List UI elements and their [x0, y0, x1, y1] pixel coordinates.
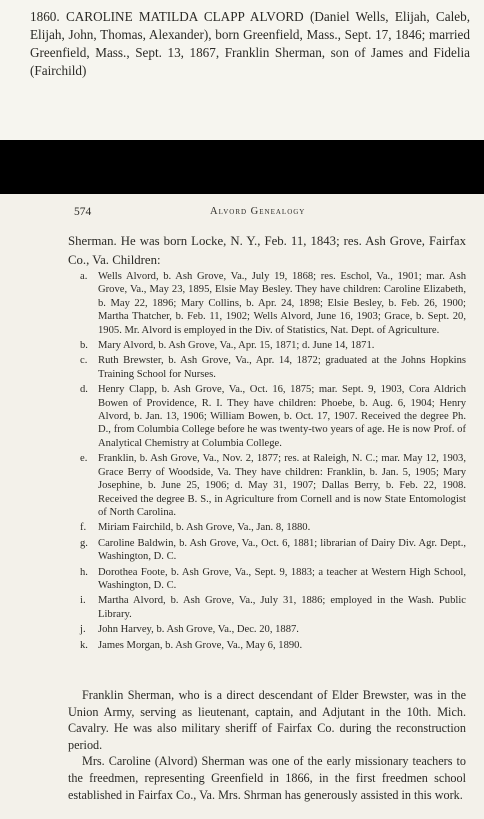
- child-letter: b.: [80, 340, 88, 352]
- child-text: Franklin, b. Ash Grove, Va., Nov. 2, 1877; res. at Raleigh, N. C.; mar. May 12, 1903, Grace Berry of Woodside, Va. They have children: Franklin, b. Jan. 5, 1905; Mary Josephine, b. June 25, 1906; d. May 31, 1907; Dallas Berry, b. Feb. 22, 1908. Received the degree B. S., in Agriculture from Cornell and is now State Entomologist of North Carolina.: [98, 453, 466, 518]
- child-letter: c.: [80, 355, 88, 367]
- entry-continuation: Sherman. He was born Locke, N. Y., Feb. 11, 1843; res. Ash Grove, Fairfax Co., Va. Children:: [68, 234, 466, 267]
- paragraph-caroline-sherman: Mrs. Caroline (Alvord) Sherman was one of the early missionary teachers to the freedmen, representing Greenfield in 1866, in the first freedmen school established in Fairfax Co., Va. Mrs. Shrman has generously assisted in this work.: [68, 754, 466, 802]
- child-text: Ruth Brewster, b. Ash Grove, Va., Apr. 14, 1872; graduated at the Johns Hopkins Training School for Nurses.: [98, 355, 466, 380]
- previous-page-fragment: [0, 0, 484, 140]
- paragraph-franklin-sherman: Franklin Sherman, who is a direct descendant of Elder Brewster, was in the Union Army, serving as lieutenant, captain, and Adjutant in the 10th. Mich. Cavalry. He was also military sheriff of Fairfax Co. during the reconstruction period.: [68, 688, 466, 752]
- child-letter: d.: [80, 384, 88, 396]
- child-letter: k.: [80, 639, 88, 651]
- child-text: Martha Alvord, b. Ash Grove, Va., July 31, 1886; employed in the Wash. Public Library.: [98, 595, 466, 620]
- child-letter: f.: [80, 522, 87, 534]
- child-text: Miriam Fairchild, b. Ash Grove, Va., Jan. 8, 1880.: [98, 522, 311, 534]
- biography-paragraphs: [68, 687, 466, 803]
- child-letter: e.: [80, 453, 88, 465]
- child-letter: a.: [80, 271, 88, 282]
- page-number: 574: [74, 206, 92, 218]
- running-head: Alvord Genealogy: [210, 206, 306, 217]
- child-entry-d: [80, 383, 466, 450]
- child-text: Caroline Baldwin, b. Ash Grove, Va., Oct. 6, 1881; librarian of Dairy Div. Agr. Dept., Washington, D. C.: [98, 537, 466, 563]
- child-entry-i: [80, 594, 466, 621]
- child-entry-h: [80, 566, 466, 593]
- child-text: Mary Alvord, b. Ash Grove, Va., Apr. 15, 1871; d. June 14, 1871.: [98, 340, 375, 352]
- child-entry-f: [80, 521, 466, 534]
- page-gap-band: [0, 140, 484, 194]
- child-entry-a: [80, 270, 466, 337]
- child-entry-g: [80, 537, 466, 564]
- child-letter: h.: [80, 566, 88, 578]
- child-text: Dorothea Foote, b. Ash Grove, Va., Sept. 9, 1883; a teacher at Western High School, Washington, D. C.: [98, 566, 466, 591]
- page-574: [0, 194, 484, 819]
- child-letter: j.: [80, 624, 86, 636]
- child-entry-k: [80, 639, 466, 652]
- child-entry-j: [80, 623, 466, 636]
- child-text: Wells Alvord, b. Ash Grove, Va., July 19, 1868; res. Eschol, Va., 1901; mar. Ash Grove, Va., May 23, 1895, Elsie May Besley. They have children: Caroline Elizabeth, b. May 22, 1896; Mary Collins, b. Apr. 24, 1898; Elsie Besley, b. Feb. 26, 1900; Martha Thatcher, b. Feb. 11, 1902; Wells Alvord, June 16, 1903; Grace, b. Sept. 20, 1905. Mr. Alvord is employed in the Div. of Statistics, Nat. Dept. of Agriculture.: [98, 271, 466, 336]
- child-entry-b: [80, 339, 466, 352]
- child-letter: g.: [80, 537, 88, 549]
- child-text: James Morgan, b. Ash Grove, Va., May 6, 1890.: [98, 639, 303, 651]
- child-letter: i.: [80, 595, 86, 607]
- child-entry-c: [80, 354, 466, 381]
- children-list: [80, 270, 466, 654]
- genealogy-entry-1860: 1860. CAROLINE MATILDA CLAPP ALVORD (Daniel Wells, Elijah, Caleb, Elijah, John, Thomas, Alexander), born Greenfield, Mass., Sept. 17, 1846; married Greenfield, Mass., Sept. 13, 1867, Franklin Sherman, son of James and Fidelia (Fairchild): [30, 9, 470, 78]
- child-text: Henry Clapp, b. Ash Grove, Va., Oct. 16, 1875; mar. Sept. 9, 1903, Cora Aldrich Bowen of Providence, R. I. They have children: Phoebe, b. Aug. 6, 1904; Henry Alvord, b. Jan. 13, 1906; William Bowen, b. Oct. 17, 1907. Received the degree Ph. D., from Columbia College before he was twenty-two years of age. He is now Prof. of Analytical Chemistry at Columbia College.: [98, 384, 466, 449]
- child-entry-e: [80, 452, 466, 519]
- child-text: John Harvey, b. Ash Grove, Va., Dec. 20, 1887.: [98, 624, 299, 636]
